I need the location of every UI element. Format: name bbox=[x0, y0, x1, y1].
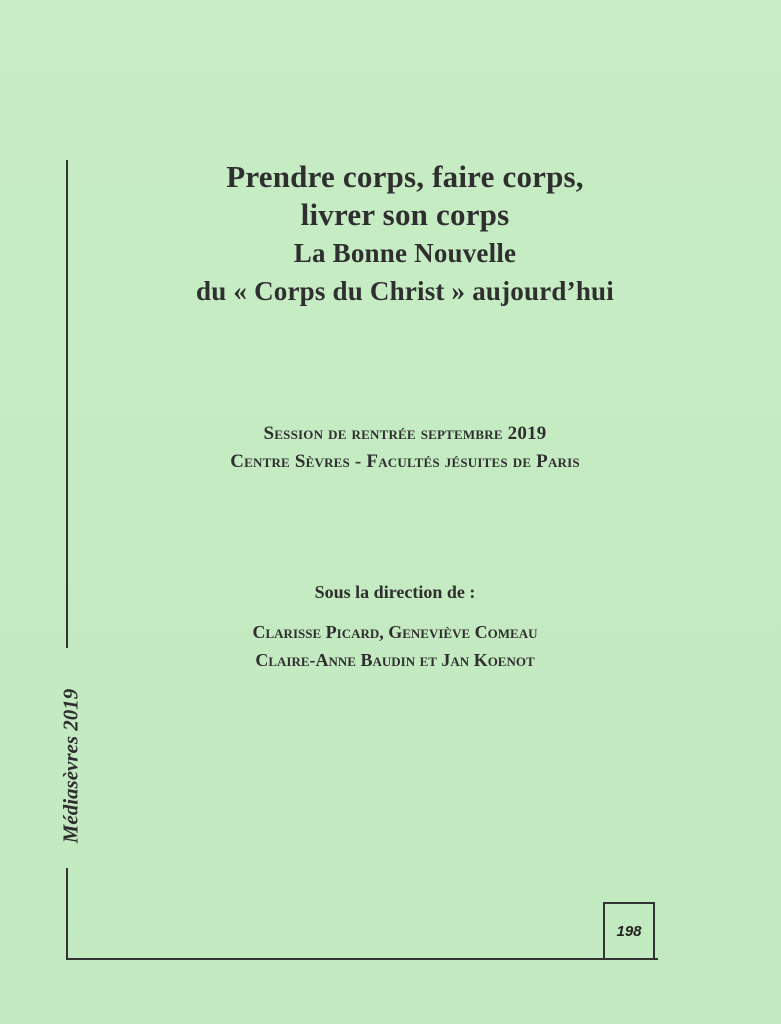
frame-line-bottom bbox=[66, 958, 658, 960]
direction-block bbox=[100, 580, 690, 674]
editors-line-2: Claire-Anne Baudin et Jan Koenot bbox=[255, 650, 535, 670]
title-line-2: livrer son corps bbox=[300, 197, 510, 232]
session-block bbox=[100, 420, 710, 476]
issue-number: 198 bbox=[616, 922, 642, 940]
subtitle-line-2: du « Corps du Christ » aujourd’hui bbox=[196, 276, 614, 306]
editors-line-1: Clarisse Picard, Geneviève Comeau bbox=[252, 622, 538, 642]
title-line-1: Prendre corps, faire corps, bbox=[226, 159, 584, 194]
session-line-1: Session de rentrée septembre 2019 bbox=[263, 423, 547, 444]
subtitle-line-1: La Bonne Nouvelle bbox=[293, 238, 517, 268]
frame-line-left-lower bbox=[66, 868, 68, 960]
title-block bbox=[100, 158, 710, 310]
publisher-year-label: Médiasèvres 2019 bbox=[58, 688, 83, 844]
issue-number-box bbox=[603, 902, 655, 958]
frame-line-left-upper bbox=[66, 160, 68, 648]
session-line-2: Centre Sèvres - Facultés jésuites de Paris bbox=[230, 451, 580, 472]
direction-label: Sous la direction de : bbox=[314, 582, 476, 602]
